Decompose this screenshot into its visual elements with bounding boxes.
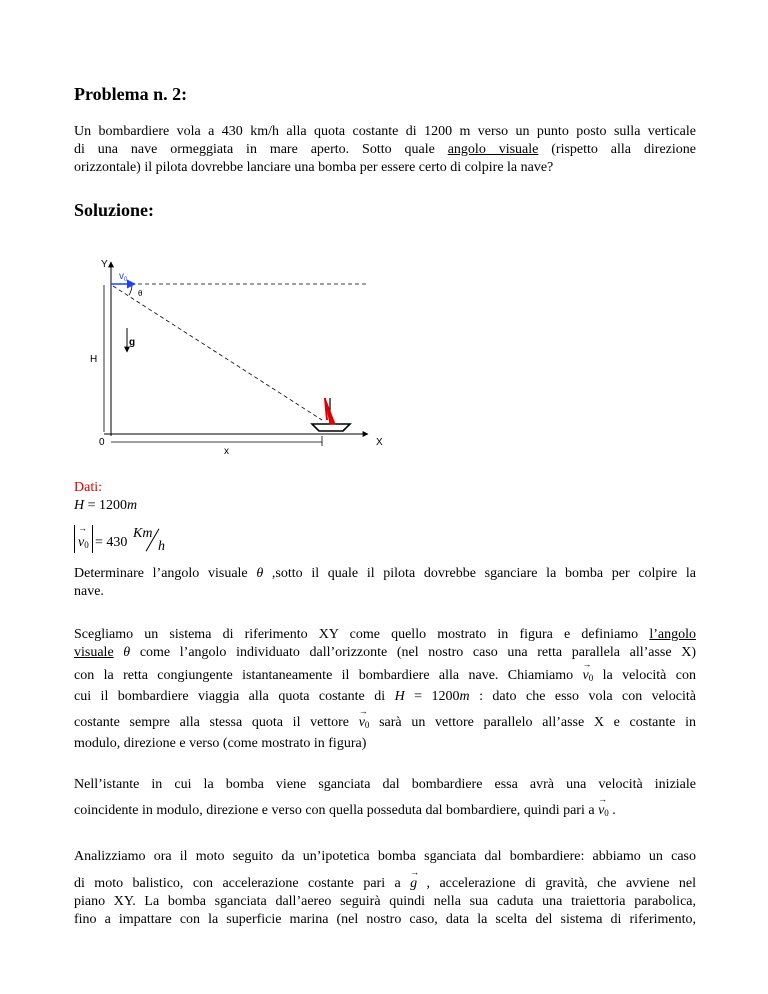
problem-line-1: Un bombardiere vola a 430 km/h alla quota costante di 1200 m verso un punto posto sulla verticale — [74, 124, 696, 139]
label-x-distance: x — [224, 446, 229, 457]
label-origin: 0 — [99, 437, 105, 448]
dati-height: H = 1200m — [74, 498, 138, 513]
label-theta: θ — [138, 289, 143, 298]
label-velocity: $v_0$ — [119, 271, 128, 283]
problem-line-3: orizzontale) il pilota dovrebbe lanciare una bomba per essere certo di colpire la nave? — [74, 160, 554, 175]
problem-line-2: di una nave ormeggiata in mare aperto. Sotto quale angolo visuale (rispetto alla direzione — [74, 142, 696, 157]
label-y-axis: Y — [101, 259, 108, 270]
determine-text: Determinare l’angolo visuale θ ,sotto il quale il pilota dovrebbe sganciare la bomba per colpire la nave. — [74, 566, 696, 599]
dati-velocity: → $v_0$ = 430 Km h — [74, 521, 137, 557]
paragraph-reference-system: Scegliamo un sistema di riferimento XY come quello mostrato in figura e definiamo l’angolo visuale θ come l’angolo individuato dall’orizzonte (nel nostro caso una retta parallela all’asse X) con la retta congiungente istantaneamente il bombardiere alla nave. Chiamiamo → $v_0$ la velocità con cui il bombardiere viaggia alla quota costante di H = 1200m : dato che esso vola con velocità costante sempre alla stessa quota il vettore → $v_0$ sarà un vettore parallelo all’asse X e costante in modulo, direzione e verso (come mostrato in figura) — [74, 626, 696, 753]
trajectory-figure — [0, 248, 768, 478]
label-x-axis: X — [376, 437, 383, 448]
problem-title: Problema n. 2: — [74, 84, 188, 104]
dati-title: Dati: — [74, 480, 102, 495]
underlined-term: angolo visuale — [447, 142, 539, 157]
dati-block — [74, 479, 165, 557]
ship-icon — [312, 398, 350, 431]
solution-title: Soluzione: — [74, 200, 155, 220]
label-height: H — [90, 354, 98, 365]
label-gravity: g — [129, 337, 136, 348]
paragraph-initial-velocity: Nell’istante in cui la bomba viene sganciata dal bombardiere essa avrà una velocità iniziale coincidente in modulo, direzione e verso con quella posseduta dal bombardiere, quindi pari $a \to v_0$ . — [74, 776, 696, 820]
line-of-sight — [113, 286, 322, 420]
problem-text — [74, 123, 696, 177]
theta-arc — [129, 284, 132, 295]
paragraph-ballistic-motion: Analizziamo ora il moto seguito da un’ipotetica bomba sganciata dal bombardiere: abbiamo un caso di moto balistico, con accelerazione costante pari a → g , accelerazione di gravità, che avviene nel piano XY. La bomba sganciata dall’aereo seguirà quindi nella sua caduta una traiettoria parabolica, fino a impattare con la superficie marina (nel nostro caso, data la scelta del sistema di riferimento, — [74, 848, 696, 929]
